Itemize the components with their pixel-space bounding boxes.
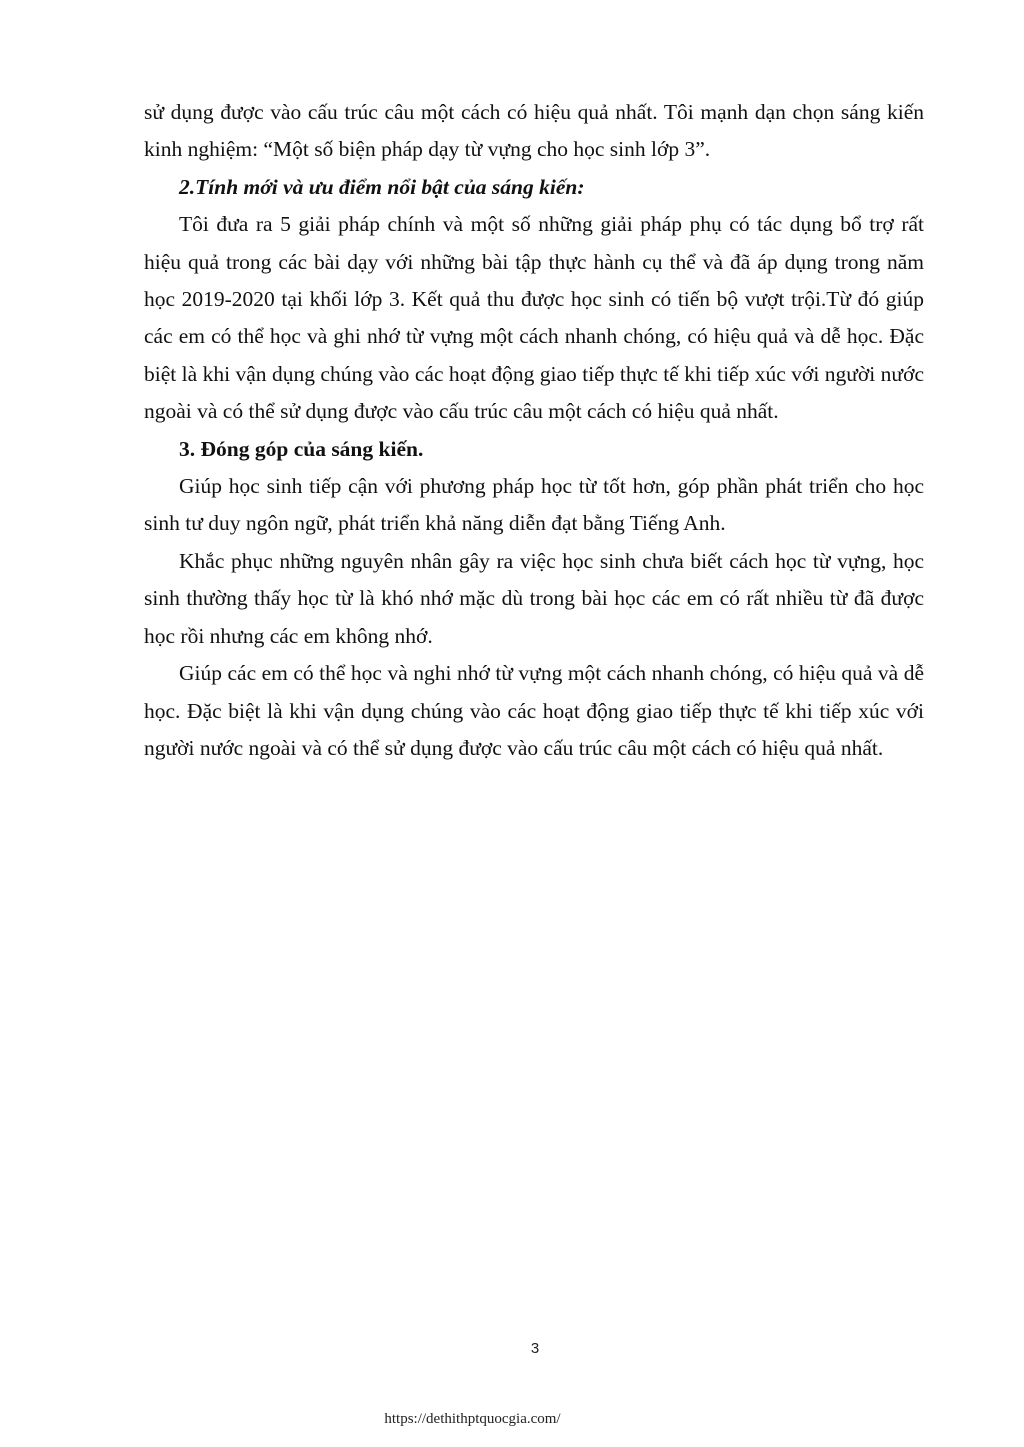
section-2-heading: 2.Tính mới và ưu điểm nổi bật của sáng kiến: bbox=[179, 174, 585, 199]
intro-continuation-paragraph: sử dụng được vào cấu trúc câu một cách có hiệu quả nhất. Tôi mạnh dạn chọn sáng kiến kinh nghiệm: “Một số biện pháp dạy từ vựng cho học sinh lớp 3”. bbox=[144, 100, 924, 162]
footer-url: https://dethithptquocgia.com/ bbox=[384, 1411, 561, 1427]
section-2-paragraph: Tôi đưa ra 5 giải pháp chính và một số những giải pháp phụ có tác dụng bổ trợ rất hiệu quả trong các bài dạy với những bài tập thực hành cụ thể và đã áp dụng trong năm học 2019-2020 tại khối lớp 3. Kết quả thu được học sinh có tiến bộ vượt trội.Từ đó giúp các em có thể học và ghi nhớ từ vựng một cách nhanh chóng, có hiệu quả và dễ học. Đặc biệt là khi vận dụng chúng vào các hoạt động giao tiếp thực tế khi tiếp xúc với người nước ngoài và có thể sử dụng được vào cấu trúc câu một cách có hiệu quả nhất. bbox=[144, 212, 924, 424]
page-number: 3 bbox=[530, 1340, 540, 1357]
section-3-heading: 3. Đóng góp của sáng kiến. bbox=[179, 436, 424, 461]
section-3-paragraph-1: Giúp học sinh tiếp cận với phương pháp học từ tốt hơn, góp phần phát triển cho học sinh tư duy ngôn ngữ, phát triển khả năng diễn đạt bằng Tiếng Anh. bbox=[144, 474, 924, 536]
document-body bbox=[144, 94, 924, 767]
section-3-paragraph-2: Khắc phục những nguyên nhân gây ra việc học sinh chưa biết cách học từ vựng, học sinh thường thấy học từ là khó nhớ mặc dù trong bài học các em có rất nhiều từ đã được học rồi nhưng các em không nhớ. bbox=[144, 548, 924, 648]
section-3-paragraph-3: Giúp các em có thể học và nghi nhớ từ vựng một cách nhanh chóng, có hiệu quả và dễ học. Đặc biệt là khi vận dụng chúng vào các hoạt động giao tiếp thực tế khi tiếp xúc với người nước ngoài và có thể sử dụng được vào cấu trúc câu một cách có hiệu quả nhất. bbox=[144, 661, 924, 760]
